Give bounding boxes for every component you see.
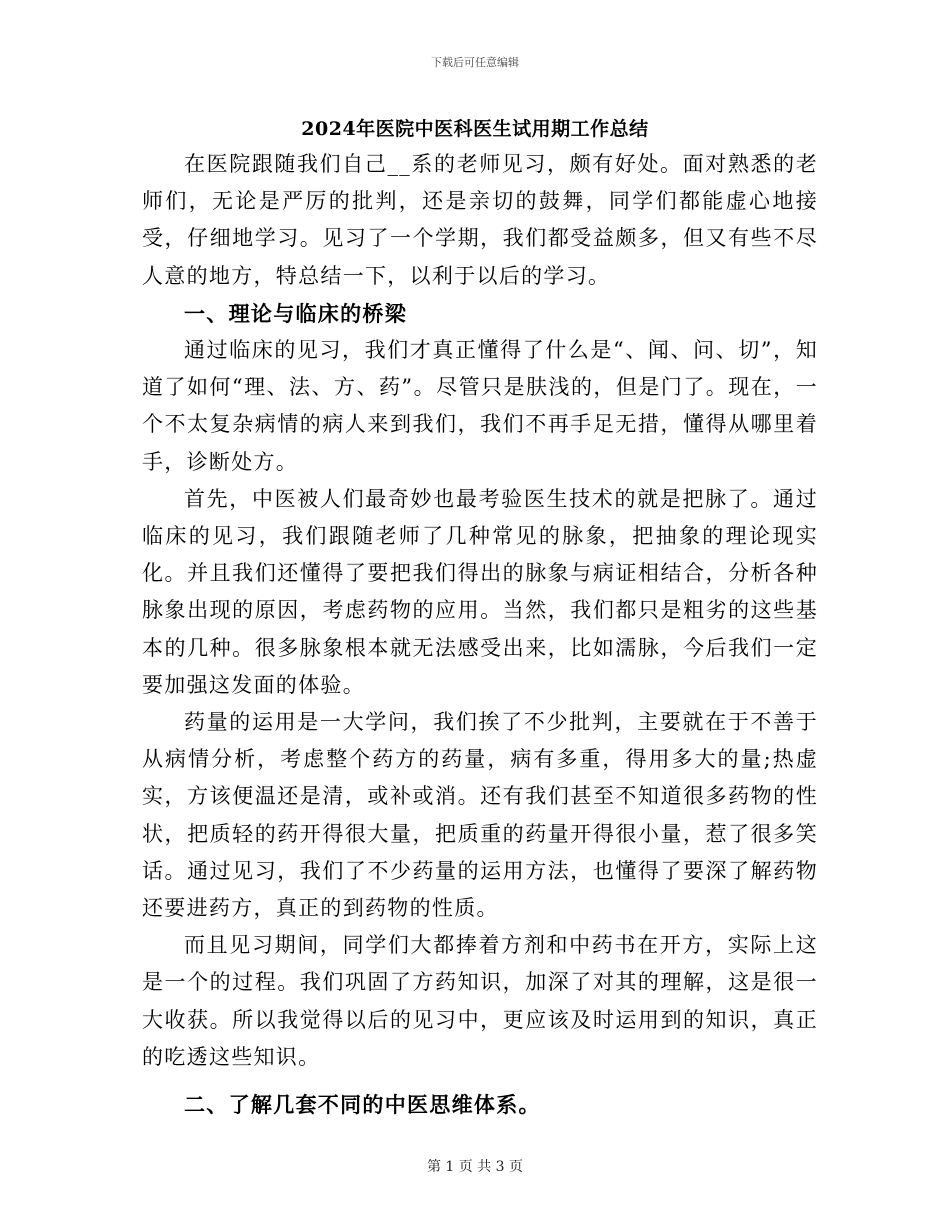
paragraph-clinical-learning: 通过临床的见习，我们才真正懂得了什么是“、闻、问、切”，知道了如何“理、法、方、药”。尽管只是肤浅的，但是门了。现在，一个不太复杂病情的病人来到我们，我们不再手足无措，懂得从哪里着手，诊断处方。 xyxy=(142,338,818,474)
page-number: 第 1 页 共 3 页 xyxy=(426,1159,524,1175)
section-heading-1: 一、理论与临床的桥梁 xyxy=(184,300,407,326)
section-heading-2: 二、了解几套不同的中医思维体系。 xyxy=(184,1092,541,1118)
paragraph-prescription-study: 而且见习期间，同学们大都捧着方剂和中药书在开方，实际上这是一个的过程。我们巩固了方药知识，加深了对其的理解，这是很一大收获。所以我觉得以后的见习中，更应该及时运用到的知识，真正的吃透这些知识。 xyxy=(142,933,818,1069)
paragraph-dosage: 药量的运用是一大学问，我们挨了不少批判，主要就在于不善于从病情分析，考虑整个药方的药量，病有多重，得用多大的量;热虚实，方该便温还是清，或补或消。还有我们甚至不知道很多药物的性状，把质轻的药开得很大量，把质重的药量开得很小量，惹了很多笑话。通过见习，我们了不少药量的运用方法，也懂得了要深了解药物还要进药方，真正的到药物的性质。 xyxy=(142,710,818,921)
document-title: 2024年医院中医科医生试用期工作总结 xyxy=(301,118,649,140)
paragraph-pulse-diagnosis: 首先，中医被人们最奇妙也最考验医生技术的就是把脉了。通过临床的见习，我们跟随老师了几种常见的脉象，把抽象的理论现实化。并且我们还懂得了要把我们得出的脉象与病证相结合，分析各种脉象出现的原因，考虑药物的应用。当然，我们都只是粗劣的这些基本的几种。很多脉象根本就无法感受出来，比如濡脉，今后我们一定要加强这发面的体验。 xyxy=(142,486,818,697)
header-note: 下载后可任意编辑 xyxy=(431,56,519,69)
document-body xyxy=(142,146,818,1123)
paragraph-intro: 在医院跟随我们自己__系的老师见习，颇有好处。面对熟悉的老师们，无论是严厉的批判，还是亲切的鼓舞，同学们都能虚心地接受，仔细地学习。见习了一个学期，我们都受益颇多，但又有些不尽人意的地方，特总结一下，以利于以后的学习。 xyxy=(142,152,818,288)
